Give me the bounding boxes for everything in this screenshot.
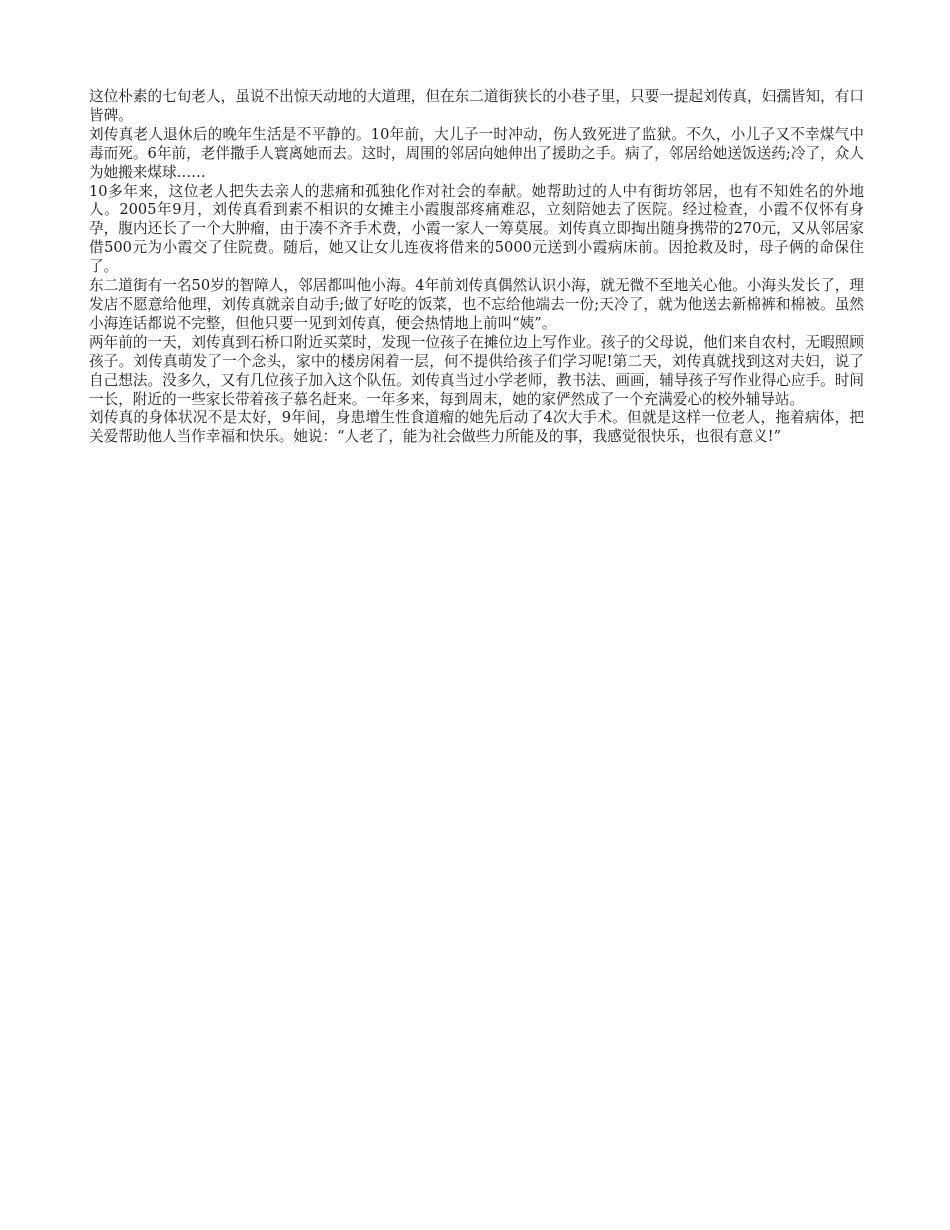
paragraph-helping-xiaoxia: 10多年来，这位老人把失去亲人的悲痛和孤独化作对社会的奉献。她帮助过的人中有街坊邻居，也有不知姓名的外地人。2005年9月，刘传真看到素不相识的女摊主小霞腹部疼痛难忍，立刻陪她去了医院。经过检查，小霞不仅怀有身孕，腹内还长了一个大肿瘤，由于凑不齐手术费，小霞一家人一筹莫展。刘传真立即掏出随身携带的270元，又从邻居家借500元为小霞交了住院费。随后，她又让女儿连夜将借来的5000元送到小霞病床前。因抢救及时，母子俩的命保住了。 [89, 182, 864, 276]
paragraph-hardship: 刘传真老人退休后的晚年生活是不平静的。10年前，大儿子一时冲动，伤人致死进了监狱。不久，小儿子又不幸煤气中毒而死。6年前，老伴撒手人寰离她而去。这时，周围的邻居向她伸出了援助之手。病了，邻居给她送饭送药;冷了，众人为她搬来煤球…… [89, 125, 864, 181]
document-page [89, 88, 864, 447]
paragraph-tutoring-station: 两年前的一天，刘传真到石桥口附近买菜时，发现一位孩子在摊位边上写作业。孩子的父母说，他们来自农村，无暇照顾孩子。刘传真萌发了一个念头，家中的楼房闲着一层，何不提供给孩子们学习呢!第二天，刘传真就找到这对夫妇，说了自己想法。没多久，又有几位孩子加入这个队伍。刘传真当过小学老师，教书法、画画，辅导孩子写作业得心应手。时间一长，附近的一些家长带着孩子慕名赶来。一年多来，每到周末，她的家俨然成了一个充满爱心的校外辅导站。 [89, 333, 864, 408]
paragraph-health: 刘传真的身体状况不是太好，9年间，身患增生性食道瘤的她先后动了4次大手术。但就是这样一位老人，拖着病体，把关爱帮助他人当作幸福和快乐。她说：“人老了，能为社会做些力所能及的事，我感觉很快乐，也很有意义!” [89, 409, 864, 446]
paragraph-intro: 这位朴素的七旬老人，虽说不出惊天动地的大道理，但在东二道街狭长的小巷子里，只要一提起刘传真，妇孺皆知，有口皆碑。 [89, 88, 864, 124]
paragraph-xiaohai: 东二道街有一名50岁的智障人，邻居都叫他小海。4年前刘传真偶然认识小海，就无微不至地关心他。小海头发长了，理发店不愿意给他理，刘传真就亲自动手;做了好吃的饭菜，也不忘给他端去一份;天冷了，就为他送去新棉裤和棉被。虽然小海连话都说不完整，但他只要一见到刘传真，便会热情地上前叫“姨”。 [89, 277, 864, 332]
